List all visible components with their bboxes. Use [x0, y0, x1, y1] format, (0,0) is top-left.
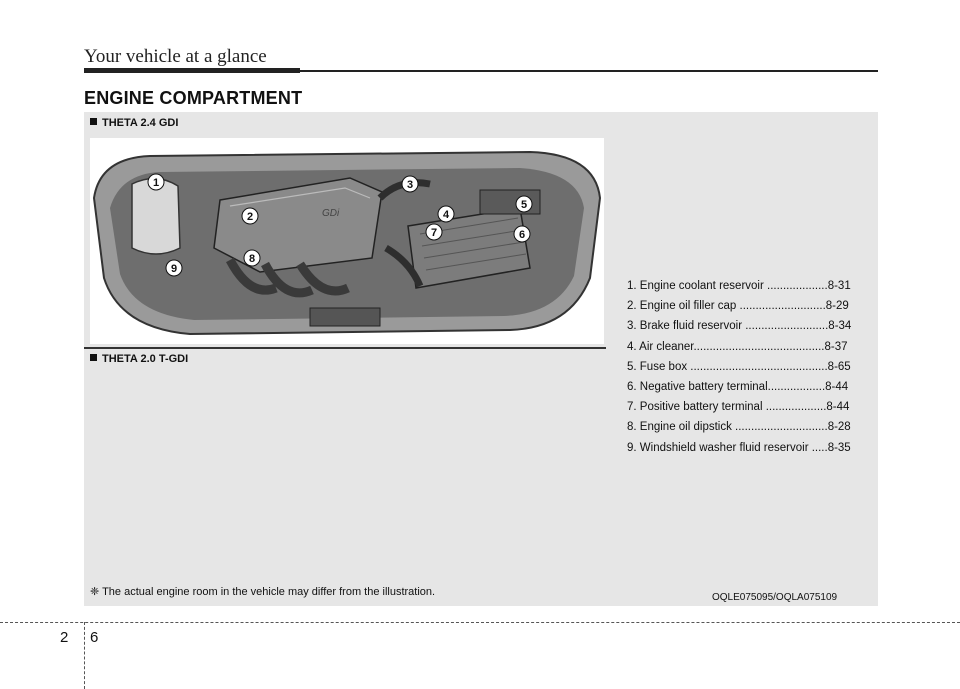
- engine-illustration: [90, 138, 604, 344]
- square-bullet-icon: [90, 118, 97, 125]
- callout-6: 6: [518, 229, 526, 241]
- running-header-title: Your vehicle at a glance: [84, 46, 267, 67]
- callout-1: 1: [152, 177, 160, 189]
- legend-item: 7. Positive battery terminal ...................8-44: [627, 401, 850, 414]
- callout-3: 3: [406, 179, 414, 191]
- parts-legend: [627, 276, 851, 458]
- image-code: OQLE075095/OQLA075109: [712, 592, 838, 603]
- figure-divider: [84, 347, 606, 349]
- callout-4: 4: [442, 209, 450, 221]
- legend-item: 3. Brake fluid reservoir ..........................8-34: [627, 320, 852, 333]
- illustration-note: ❈ The actual engine room in the vehicle may differ from the illustration.: [90, 586, 436, 598]
- callout-5: 5: [520, 199, 528, 211]
- footer-rule: [0, 622, 960, 623]
- legend-item: 9. Windshield washer fluid reservoir .....8-35: [627, 441, 851, 454]
- svg-text:GDi: GDi: [322, 208, 340, 219]
- legend-item: 8. Engine oil dipstick .............................8-28: [627, 421, 851, 434]
- header-rule-thin: [300, 70, 878, 72]
- header-rule-thick: [84, 68, 300, 73]
- callout-7: 7: [430, 227, 438, 239]
- variant-label-text: THETA 2.4 GDI: [102, 117, 179, 129]
- section-title: ENGINE COMPARTMENT: [84, 88, 303, 108]
- section-number: 2: [60, 629, 69, 646]
- legend-item: 6. Negative battery terminal..................8-44: [627, 381, 849, 394]
- square-bullet-icon: [90, 354, 97, 361]
- legend-item: 4. Air cleaner.........................................8-37: [627, 340, 848, 353]
- legend-item: 1. Engine coolant reservoir ...................8-31: [627, 280, 851, 292]
- variant-label-text: THETA 2.0 T-GDI: [102, 353, 189, 365]
- legend-item: 5. Fuse box ...........................................8-65: [627, 360, 851, 373]
- callout-2: 2: [246, 211, 254, 223]
- legend-item: 2. Engine oil filler cap ...........................8-29: [627, 300, 849, 313]
- page-number: 6: [90, 629, 99, 646]
- callout-9: 9: [170, 263, 178, 275]
- callout-8: 8: [248, 253, 256, 265]
- footer-vertical-rule: [84, 622, 85, 689]
- variant-label-first: [90, 117, 178, 129]
- engine-illustration-placeholder: [90, 370, 604, 570]
- variant-label-second: [90, 353, 188, 365]
